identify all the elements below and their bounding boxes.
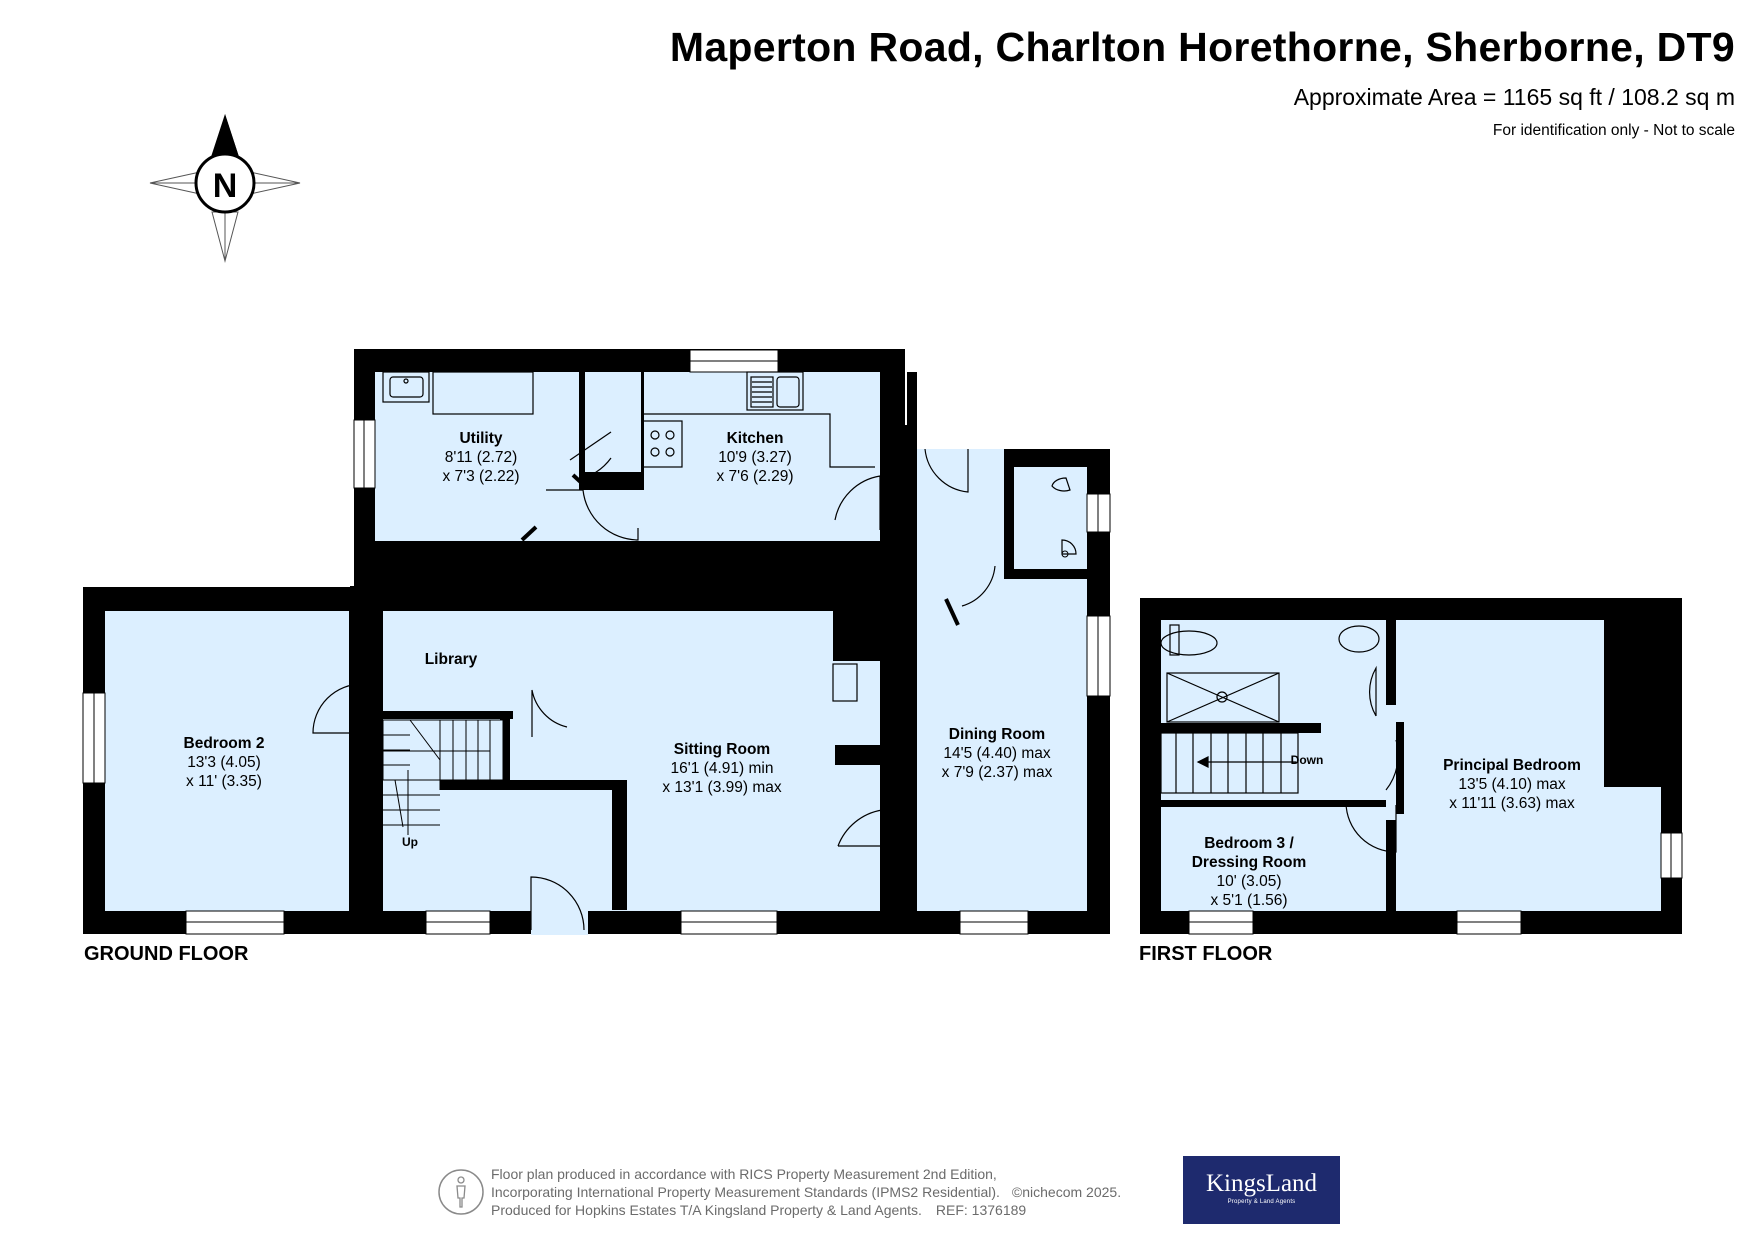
svg-text:13'3 (4.05): 13'3 (4.05) bbox=[187, 754, 261, 771]
reference: REF: 1376189 bbox=[935, 1202, 1027, 1218]
room-dining-room bbox=[942, 726, 1053, 781]
kingsland-logo bbox=[1183, 1156, 1340, 1224]
brand-tagline: Property & Land Agents bbox=[1227, 1199, 1296, 1205]
svg-text:14'5 (4.40) max: 14'5 (4.40) max bbox=[943, 745, 1051, 762]
svg-text:13'5 (4.10) max: 13'5 (4.10) max bbox=[1458, 776, 1566, 793]
person-icon bbox=[437, 1168, 485, 1216]
ground-floor-label: GROUND FLOOR bbox=[84, 943, 249, 965]
svg-text:Dining Room: Dining Room bbox=[948, 726, 1046, 743]
svg-text:Principal Bedroom: Principal Bedroom bbox=[1443, 757, 1581, 774]
svg-text:Kitchen: Kitchen bbox=[726, 430, 784, 447]
svg-text:x 7'3 (2.22): x 7'3 (2.22) bbox=[442, 468, 520, 485]
svg-text:Dressing Room: Dressing Room bbox=[1191, 854, 1307, 871]
svg-text:Bedroom 2: Bedroom 2 bbox=[183, 735, 265, 752]
svg-text:Sitting Room: Sitting Room bbox=[673, 741, 771, 758]
ground-floor bbox=[83, 349, 1110, 965]
room-principal-bedroom bbox=[1443, 757, 1581, 812]
footer-notes bbox=[491, 1165, 1121, 1219]
svg-text:10' (3.05): 10' (3.05) bbox=[1216, 873, 1282, 890]
brand-name: KingsLand bbox=[1205, 1170, 1318, 1197]
svg-text:Utility: Utility bbox=[459, 430, 503, 447]
svg-text:x 5'1 (1.56): x 5'1 (1.56) bbox=[1210, 892, 1288, 909]
footer-line-2-text: Incorporating International Property Measurement Standards (IPMS2 Residential). bbox=[491, 1184, 1000, 1200]
page-title: Maperton Road, Charlton Horethorne, Sherborne, DT9 bbox=[669, 24, 1735, 70]
compass-north-icon bbox=[150, 114, 300, 261]
svg-text:8'11 (2.72): 8'11 (2.72) bbox=[444, 449, 518, 466]
room-bedroom-2 bbox=[184, 735, 265, 790]
footer-line-3 bbox=[491, 1201, 1121, 1219]
room-kitchen bbox=[716, 430, 793, 485]
stairs-down-label: Down bbox=[1290, 753, 1324, 767]
approximate-area: Approximate Area = 1165 sq ft / 108.2 sq m bbox=[1293, 84, 1735, 110]
compass-label: N bbox=[212, 167, 238, 205]
footer-line-1: Floor plan produced in accordance with RICS Property Measurement 2nd Edition, bbox=[491, 1166, 997, 1182]
copyright: ©nichecom 2025. bbox=[1011, 1184, 1122, 1200]
footer-line-2 bbox=[491, 1183, 1121, 1201]
svg-text:Bedroom 3 /: Bedroom 3 / bbox=[1204, 835, 1294, 852]
room-sitting-room bbox=[662, 741, 782, 796]
identification-note: For identification only - Not to scale bbox=[1492, 122, 1735, 139]
svg-text:x 13'1 (3.99) max: x 13'1 (3.99) max bbox=[662, 779, 782, 796]
svg-text:x 7'9 (2.37) max: x 7'9 (2.37) max bbox=[941, 764, 1053, 781]
footer-line-3-text: Produced for Hopkins Estates T/A Kingsland Property & Land Agents. bbox=[491, 1202, 922, 1218]
svg-text:10'9 (3.27): 10'9 (3.27) bbox=[718, 449, 792, 466]
svg-text:x 7'6 (2.29): x 7'6 (2.29) bbox=[716, 468, 794, 485]
svg-text:x 11' (3.35): x 11' (3.35) bbox=[186, 773, 262, 790]
room-library bbox=[425, 651, 478, 668]
svg-text:Library: Library bbox=[424, 651, 478, 668]
first-floor bbox=[1139, 598, 1682, 965]
first-floor-label: FIRST FLOOR bbox=[1139, 943, 1273, 965]
svg-text:x 11'11 (3.63) max: x 11'11 (3.63) max bbox=[1449, 795, 1575, 812]
stairs-up-label: Up bbox=[402, 835, 418, 849]
svg-text:16'1 (4.91) min: 16'1 (4.91) min bbox=[670, 760, 774, 777]
